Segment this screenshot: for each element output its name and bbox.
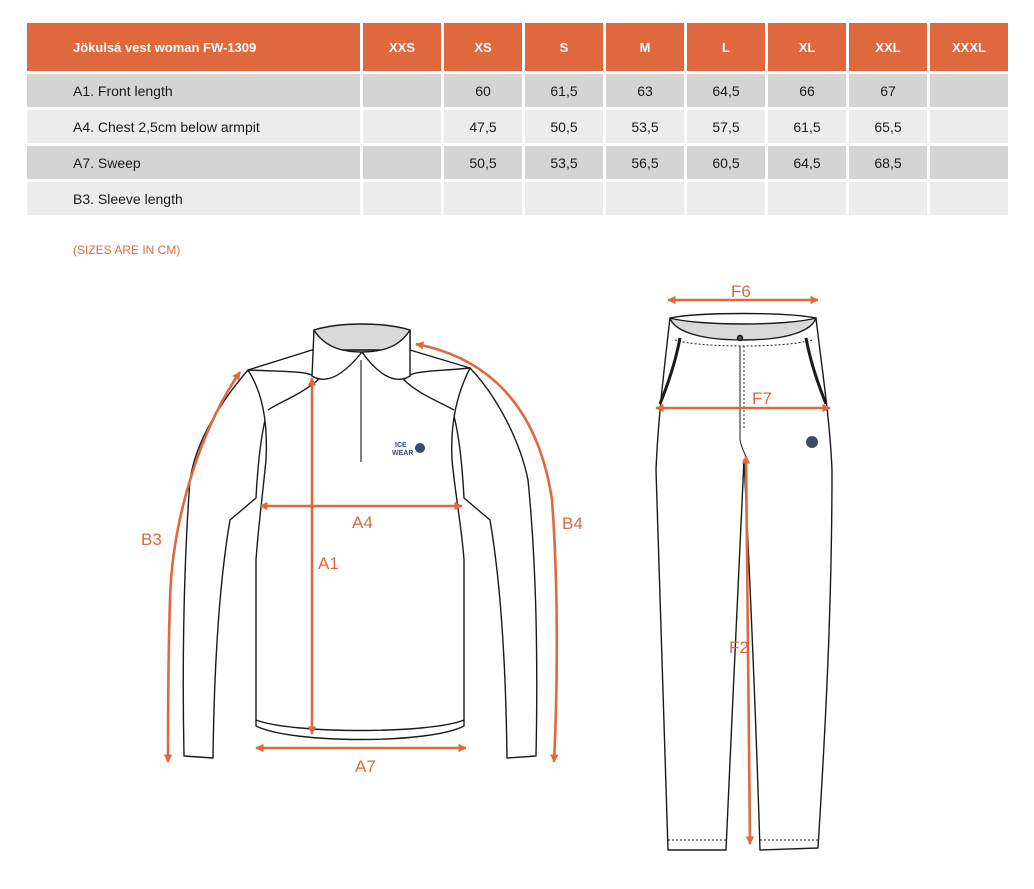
a7-label: A7 bbox=[355, 757, 376, 776]
table-cell: 57,5 bbox=[687, 110, 765, 143]
row-label: A1. Front length bbox=[27, 74, 360, 107]
table-cell: 65,5 bbox=[849, 110, 927, 143]
table-cell: 56,5 bbox=[606, 146, 684, 179]
table-cell: 64,5 bbox=[687, 74, 765, 107]
table-cell: 64,5 bbox=[768, 146, 846, 179]
table-cell: 61,5 bbox=[768, 110, 846, 143]
size-header-xxs: XXS bbox=[363, 23, 441, 71]
a1-label: A1 bbox=[318, 554, 339, 573]
b4-label: B4 bbox=[562, 514, 583, 533]
table-cell: 63 bbox=[606, 74, 684, 107]
table-cell: 60 bbox=[444, 74, 522, 107]
table-cell: 53,5 bbox=[606, 110, 684, 143]
units-note: (SIZES ARE IN CM) bbox=[73, 243, 181, 257]
pants-illustration bbox=[656, 314, 832, 851]
product-title: Jökulsá vest woman FW-1309 bbox=[27, 23, 360, 71]
svg-text:ICE: ICE bbox=[395, 442, 407, 449]
f6-label: F6 bbox=[731, 282, 751, 301]
table-cell: 68,5 bbox=[849, 146, 927, 179]
table-cell: 47,5 bbox=[444, 110, 522, 143]
table-cell: 60,5 bbox=[687, 146, 765, 179]
a4-label: A4 bbox=[352, 513, 373, 532]
svg-text:WEAR: WEAR bbox=[392, 450, 414, 457]
row-label: A7. Sweep bbox=[27, 146, 360, 179]
row-label: A4. Chest 2,5cm below armpit bbox=[27, 110, 360, 143]
b3-label: B3 bbox=[141, 530, 162, 549]
size-header-s: S bbox=[525, 23, 603, 71]
table-cell: 50,5 bbox=[525, 110, 603, 143]
row-label: B3. Sleeve length bbox=[27, 182, 360, 215]
size-header-l: L bbox=[687, 23, 765, 71]
size-header-m: M bbox=[606, 23, 684, 71]
pants-logo-icon bbox=[806, 436, 818, 448]
table-cell: 67 bbox=[849, 74, 927, 107]
size-header-xs: XS bbox=[444, 23, 522, 71]
table-cell: 66 bbox=[768, 74, 846, 107]
size-header-xxxl: XXXL bbox=[930, 23, 1008, 71]
f2-label: F2 bbox=[729, 638, 749, 657]
jacket-illustration bbox=[183, 324, 536, 758]
f7-label: F7 bbox=[752, 389, 772, 408]
size-header-xl: XL bbox=[768, 23, 846, 71]
table-cell: 61,5 bbox=[525, 74, 603, 107]
table-cell: 53,5 bbox=[525, 146, 603, 179]
table-cell: 50,5 bbox=[444, 146, 522, 179]
size-header-xxl: XXL bbox=[849, 23, 927, 71]
